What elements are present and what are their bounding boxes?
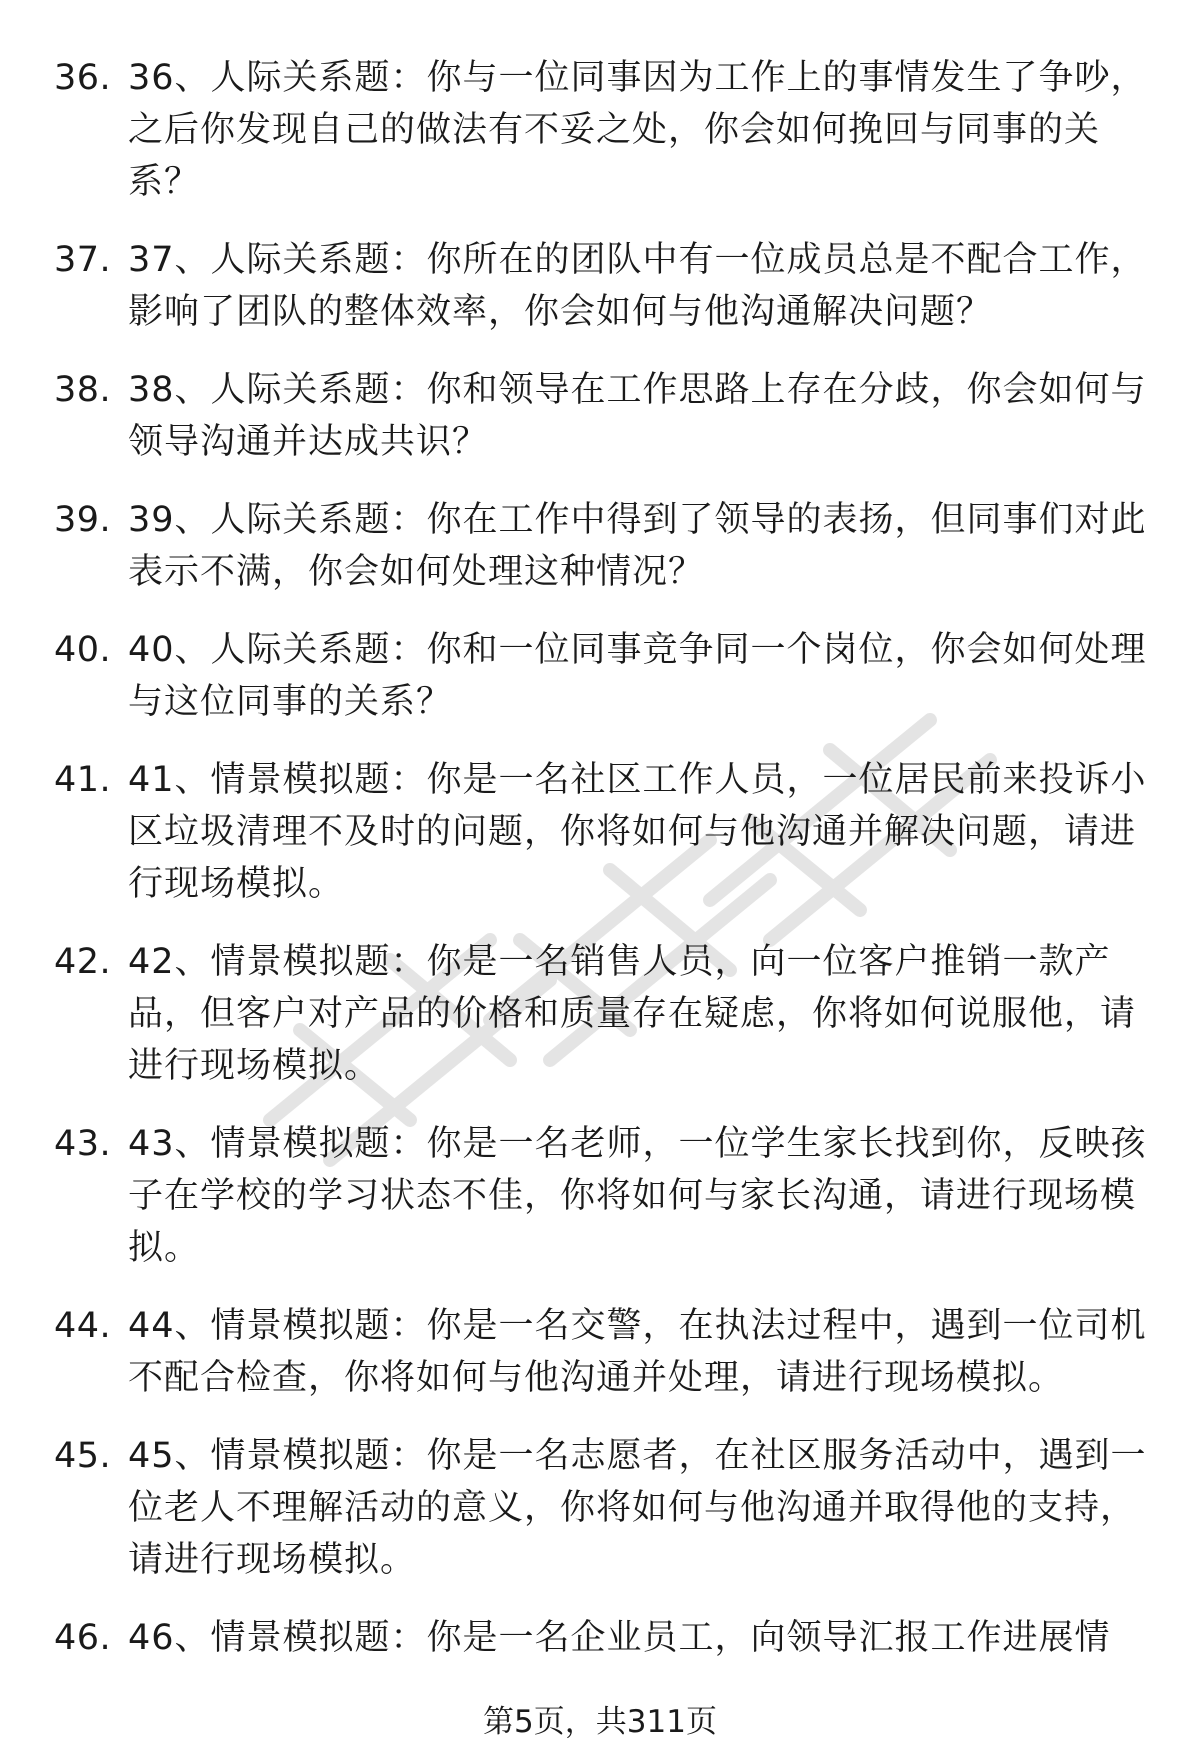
item-number: 46. <box>54 1618 112 1658</box>
item-number: 44. <box>54 1306 112 1346</box>
list-item <box>0 624 1200 728</box>
item-number: 36. <box>54 58 112 98</box>
item-text: 36、人际关系题：你与一位同事因为工作上的事情发生了争吵，之后你发现自己的做法有不妥之处，你会如何挽回与同事的关系？ <box>128 58 1147 202</box>
list-item <box>0 234 1200 338</box>
list-item <box>0 754 1200 910</box>
page-footer: 第5页，共311页 <box>483 1704 717 1740</box>
item-text: 38、人际关系题：你和领导在工作思路上存在分歧，你会如何与领导沟通并达成共识？ <box>128 370 1147 462</box>
item-number: 39. <box>54 500 112 540</box>
item-text: 44、情景模拟题：你是一名交警，在执法过程中，遇到一位司机不配合检查，你将如何与他沟通并处理，请进行现场模拟。 <box>128 1306 1147 1398</box>
list-item <box>0 52 1200 208</box>
item-text: 40、人际关系题：你和一位同事竞争同一个岗位，你会如何处理与这位同事的关系？ <box>128 630 1147 722</box>
item-number: 41. <box>54 760 112 800</box>
list-item <box>0 1118 1200 1274</box>
item-text: 43、情景模拟题：你是一名老师，一位学生家长找到你，反映孩子在学校的学习状态不佳，你将如何与家长沟通，请进行现场模拟。 <box>128 1124 1147 1268</box>
item-text: 41、情景模拟题：你是一名社区工作人员，一位居民前来投诉小区垃圾清理不及时的问题，你将如何与他沟通并解决问题，请进行现场模拟。 <box>128 760 1147 904</box>
item-text: 42、情景模拟题：你是一名销售人员，向一位客户推销一款产品，但客户对产品的价格和质量存在疑虑，你将如何说服他，请进行现场模拟。 <box>128 942 1137 1086</box>
item-text: 45、情景模拟题：你是一名志愿者，在社区服务活动中，遇到一位老人不理解活动的意义，你将如何与他沟通并取得他的支持，请进行现场模拟。 <box>128 1436 1147 1580</box>
item-number: 43. <box>54 1124 112 1164</box>
list-item <box>0 936 1200 1092</box>
list-item <box>0 494 1200 598</box>
item-number: 42. <box>54 942 112 982</box>
item-text: 37、人际关系题：你所在的团队中有一位成员总是不配合工作，影响了团队的整体效率，你会如何与他沟通解决问题？ <box>128 240 1147 332</box>
list-item <box>0 1300 1200 1404</box>
item-text: 39、人际关系题：你在工作中得到了领导的表扬，但同事们对此表示不满，你会如何处理这种情况？ <box>128 500 1147 592</box>
list-item <box>0 1430 1200 1586</box>
item-number: 37. <box>54 240 112 280</box>
item-number: 45. <box>54 1436 112 1476</box>
list-item <box>0 364 1200 468</box>
item-text: 46、情景模拟题：你是一名企业员工，向领导汇报工作进展情 <box>128 1618 1111 1658</box>
item-number: 40. <box>54 630 112 670</box>
question-list <box>0 52 1200 1690</box>
list-item <box>0 1612 1200 1664</box>
item-number: 38. <box>54 370 112 410</box>
